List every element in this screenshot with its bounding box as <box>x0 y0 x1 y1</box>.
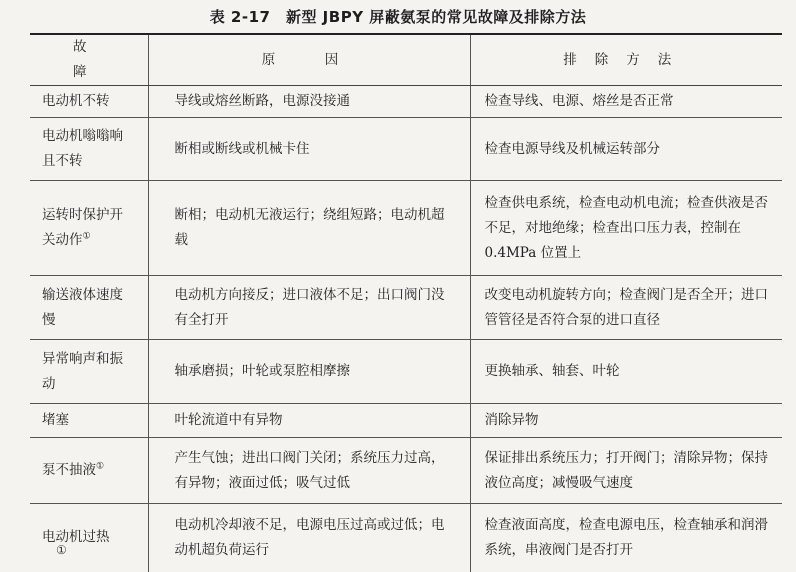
fault-text: 电动机嗡嗡响且不转 <box>42 128 123 169</box>
table-row <box>30 340 782 404</box>
remedy-cell: 改变电动机旋转方向；检查阀门是否全开；进口管管径是否符合泵的进口直径 <box>470 276 782 340</box>
fault-cell <box>30 504 148 572</box>
table-row <box>30 118 782 181</box>
table-header-row <box>30 34 782 86</box>
header-cause: 原 因 <box>148 34 470 86</box>
header-fault: 故 障 <box>30 34 148 86</box>
fault-cell <box>30 438 148 504</box>
fault-text: 异常响声和振动 <box>42 350 123 392</box>
table-row <box>30 404 782 438</box>
table-row <box>30 181 782 276</box>
table-row <box>30 276 782 340</box>
fault-cell <box>30 404 148 438</box>
footnote-ref: ① <box>96 461 105 472</box>
remedy-cell: 保证排出系统压力；打开阀门；清除异物；保持液位高度；减慢吸气速度 <box>470 438 782 504</box>
fault-text: 堵塞 <box>42 412 69 428</box>
table-title: 表 2-17 新型 JBPY 屏蔽氨泵的常见故障及排除方法 <box>209 8 587 26</box>
footnote-ref: ① <box>82 231 91 242</box>
remedy-cell: 检查电源导线及机械运转部分 <box>470 118 782 181</box>
fault-cell <box>30 340 148 404</box>
cause-cell: 断相；电动机无液运行；绕组短路；电动机超载 <box>148 181 470 276</box>
remedy-cell: 更换轴承、轴套、叶轮 <box>470 340 782 404</box>
fault-text: 电动机过热 <box>42 529 110 546</box>
fault-text: 运转时保护开关动作 <box>42 207 123 248</box>
fault-text: 泵不抽液 <box>42 462 96 478</box>
cause-cell: 产生气蚀；进出口阀门关闭；系统压力过高，有异物；液面过低；吸气过低 <box>148 438 470 504</box>
footnote: ① <box>56 543 67 557</box>
cause-cell: 轴承磨损；叶轮或泵腔相摩擦 <box>148 340 470 404</box>
remedy-cell: 检查液面高度，检查电源电压，检查轴承和润滑系统，串液阀门是否打开 <box>470 504 782 572</box>
cause-cell: 电动机方向接反；进口液体不足；出口阀门没有全打开 <box>148 276 470 340</box>
fault-cell <box>30 86 148 118</box>
cause-cell: 叶轮流道中有异物 <box>148 404 470 438</box>
fault-text: 电动机不转 <box>42 93 110 109</box>
fault-text: 输送液体速度慢 <box>42 286 123 328</box>
cause-cell: 电动机冷却液不足，电源电压过高或过低；电动机超负荷运行 <box>148 504 470 572</box>
remedy-cell: 消除异物 <box>470 404 782 438</box>
header-remedy: 排除方法 <box>470 34 782 86</box>
remedy-cell: 检查导线、电源、熔丝是否正常 <box>470 86 782 118</box>
cause-cell: 导线或熔丝断路，电源没接通 <box>148 86 470 118</box>
fault-table <box>30 33 782 572</box>
fault-cell <box>30 181 148 276</box>
remedy-cell: 检查供电系统，检查电动机电流；检查供液是否不足，对地绝缘；检查出口压力表，控制在 0.4MPa 位置上 <box>470 181 782 276</box>
table-row <box>30 504 782 572</box>
fault-cell <box>30 276 148 340</box>
cause-cell: 断相或断线或机械卡住 <box>148 118 470 181</box>
table-row <box>30 86 782 118</box>
fault-cell <box>30 118 148 181</box>
table-row <box>30 438 782 504</box>
